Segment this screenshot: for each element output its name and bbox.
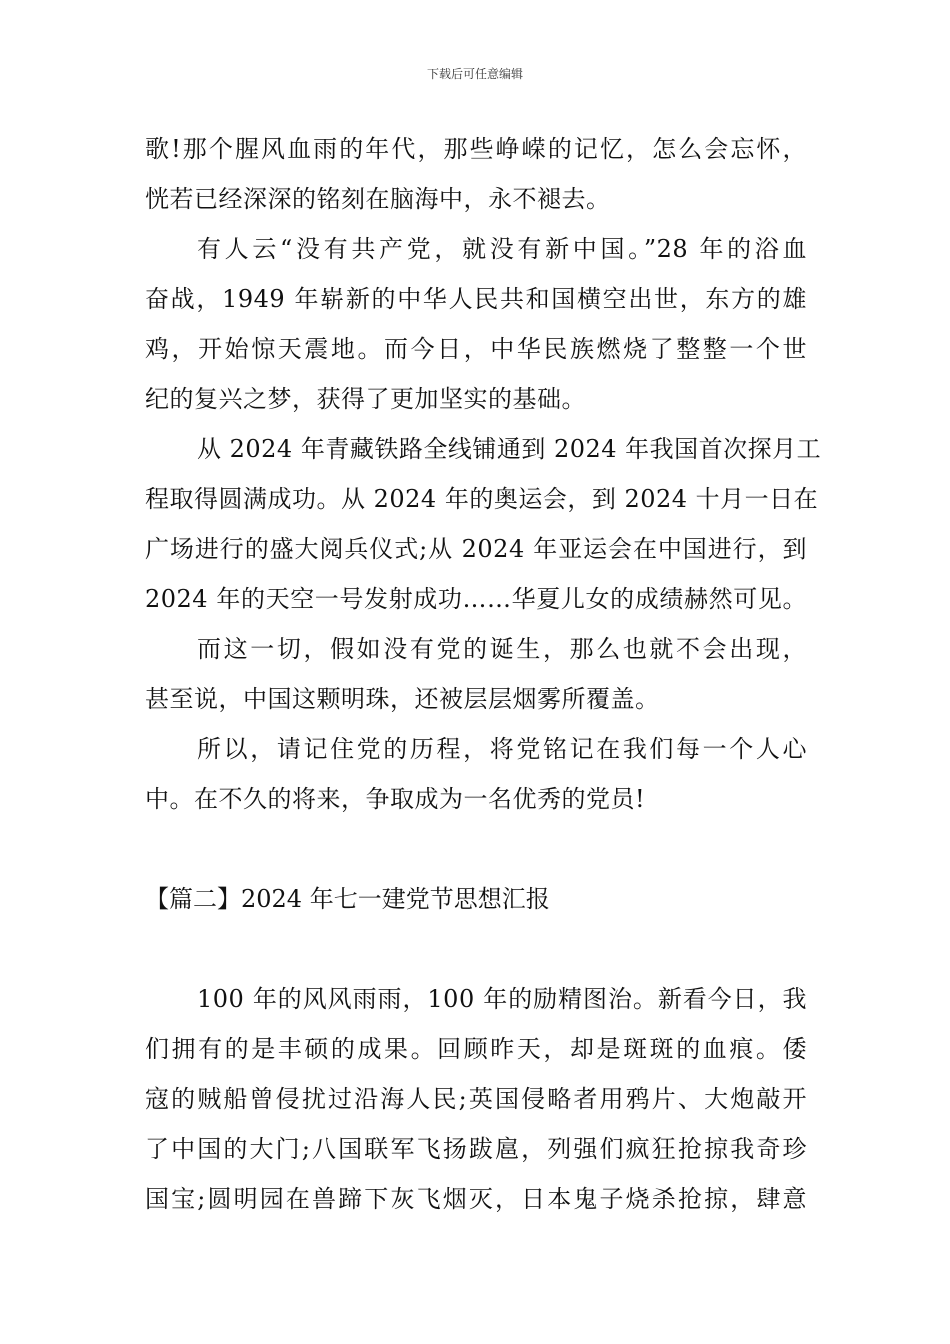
blank-line <box>145 924 807 974</box>
text-line: 纪的复兴之梦，获得了更加坚实的基础。 <box>145 385 586 413</box>
text-line: 100 年的风风雨雨，100 年的励精图治。新看今日，我 <box>197 985 807 1013</box>
text-line: 而这一切，假如没有党的诞生，那么也就不会出现， <box>197 635 807 663</box>
text-line: 有人云“没有共产党，就没有新中国。”28 年的浴血 <box>197 235 807 263</box>
text-line: 恍若已经深深的铭刻在脑海中，永不褪去。 <box>145 185 611 213</box>
text-line: 甚至说，中国这颗明珠，还被层层烟雾所覆盖。 <box>145 685 660 713</box>
blank-line <box>145 824 807 874</box>
text-line: 们拥有的是丰硕的成果。回顾昨天，却是斑斑的血痕。倭 <box>145 1035 807 1063</box>
section-heading: 【篇二】2024 年七一建党节思想汇报 <box>145 885 550 913</box>
text-line: 中。在不久的将来，争取成为一名优秀的党员! <box>145 785 646 813</box>
text-line: 程取得圆满成功。从 2024 年的奥运会，到 2024 十月一日在 <box>145 485 819 513</box>
paragraph <box>145 624 807 724</box>
text-line: 歌!那个腥风血雨的年代，那些峥嵘的记忆，怎么会忘怀， <box>145 135 807 163</box>
text-line: 寇的贼船曾侵扰过沿海人民;英国侵略者用鸦片、大炮敲开 <box>145 1085 807 1113</box>
text-line: 所以，请记住党的历程，将党铭记在我们每一个人心 <box>197 735 807 763</box>
text-line: 国宝;圆明园在兽蹄下灰飞烟灭，日本鬼子烧杀抢掠，肆意 <box>145 1185 807 1213</box>
text-line: 奋战，1949 年崭新的中华人民共和国横空出世，东方的雄 <box>145 285 807 313</box>
paragraph <box>145 424 822 624</box>
document-body <box>145 124 822 1224</box>
paragraph <box>145 724 807 824</box>
text-line: 鸡，开始惊天震地。而今日，中华民族燃烧了整整一个世 <box>145 335 807 363</box>
text-line: 了中国的大门;八国联军飞扬跋扈，列强们疯狂抢掠我奇珍 <box>145 1135 807 1163</box>
text-line: 广场进行的盛大阅兵仪式;从 2024 年亚运会在中国进行，到 <box>145 535 807 563</box>
text-line: 2024 年的天空一号发射成功……华夏儿女的成绩赫然可见。 <box>145 585 807 613</box>
page-header: 下载后可任意编辑 <box>426 67 523 81</box>
text-line: 从 2024 年青藏铁路全线铺通到 2024 年我国首次探月工 <box>197 435 822 463</box>
paragraph <box>145 224 807 424</box>
paragraph <box>145 124 807 224</box>
paragraph <box>145 974 807 1224</box>
